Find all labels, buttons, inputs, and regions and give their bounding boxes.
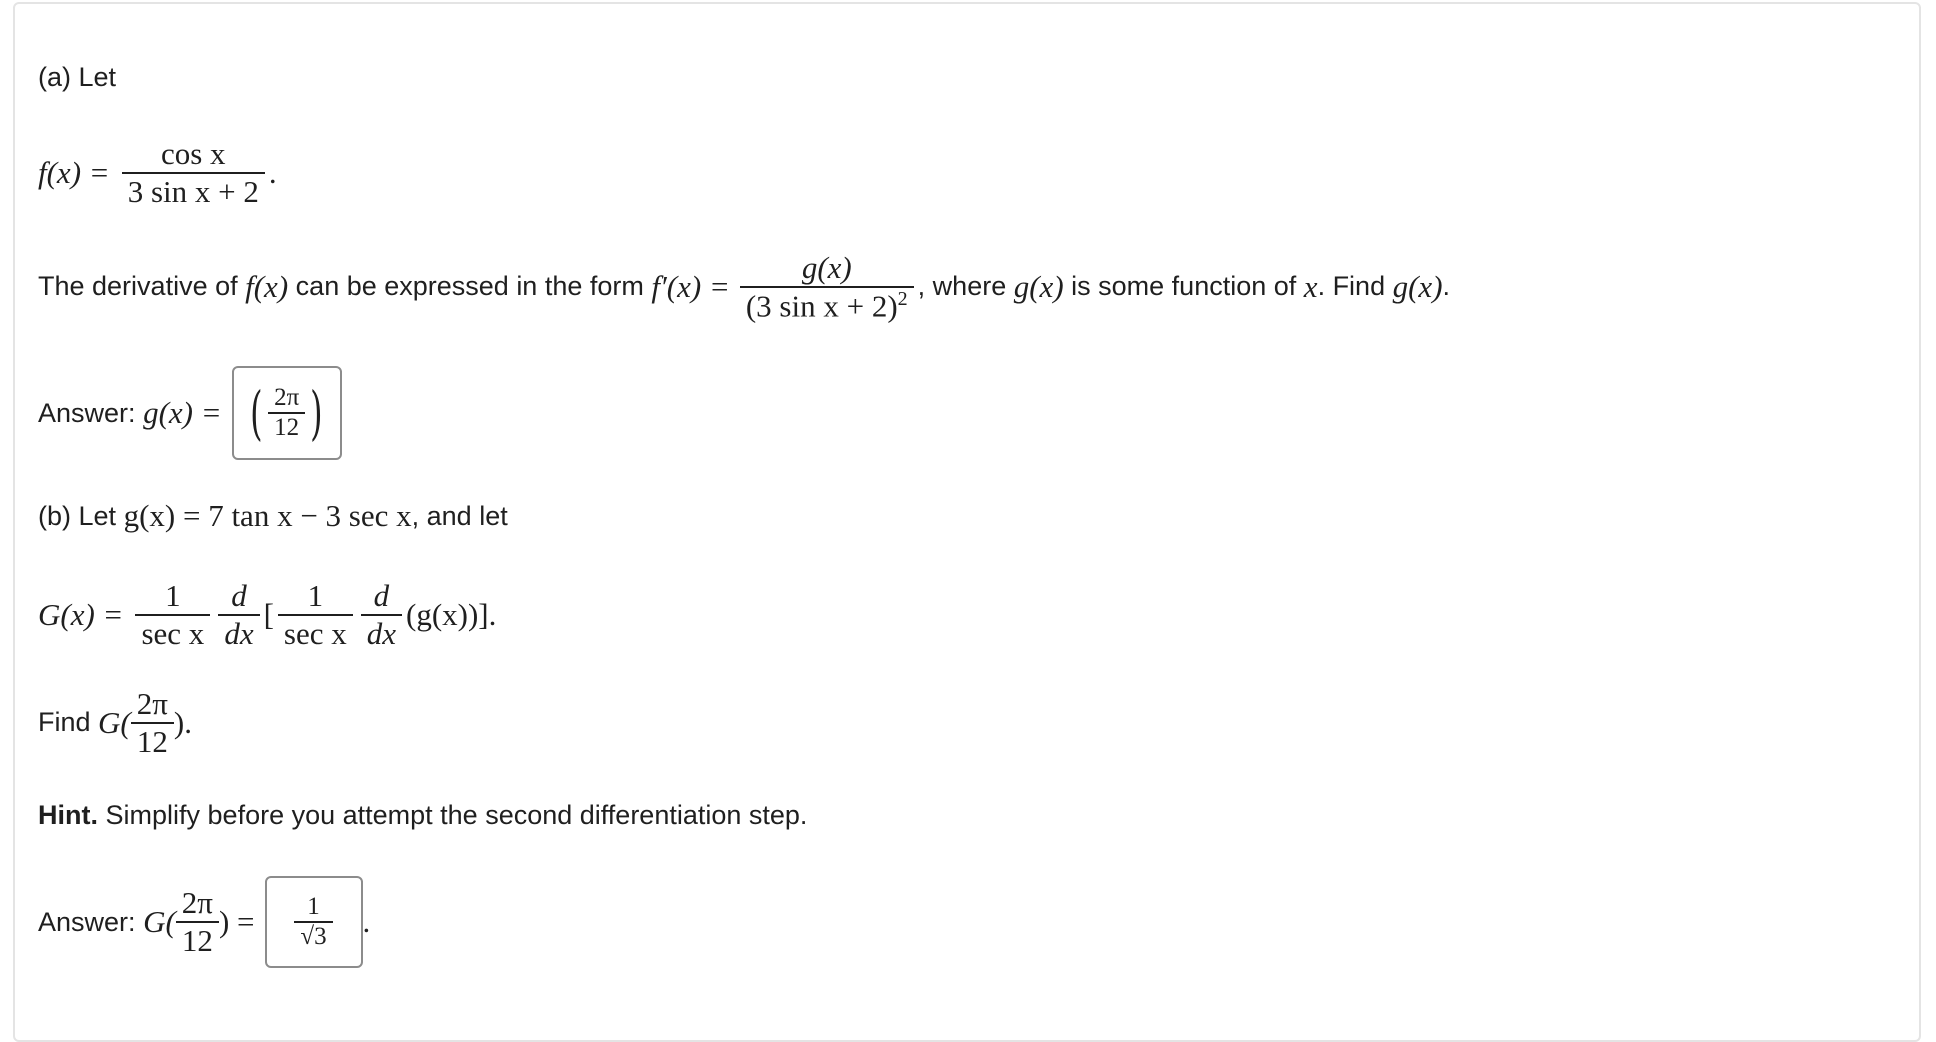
hint-row bbox=[38, 800, 807, 831]
answer-b-G: G( bbox=[143, 904, 176, 939]
sentence-end: . bbox=[1442, 271, 1451, 302]
part-a-intro bbox=[38, 62, 116, 93]
f-lhs: f(x) = bbox=[38, 154, 110, 190]
f-fraction bbox=[122, 136, 265, 209]
gx-inline: g(x) bbox=[1013, 268, 1064, 304]
answer-b-close: ) = bbox=[218, 904, 255, 939]
f-period: . bbox=[268, 154, 277, 190]
answer-b-row bbox=[38, 876, 370, 968]
answer-a-row bbox=[38, 366, 342, 460]
G-tail: (g(x))]. bbox=[406, 596, 497, 632]
answer-a-denominator: 12 bbox=[274, 413, 300, 441]
gx-inline-2: g(x) bbox=[1392, 268, 1443, 304]
answer-b-period: . bbox=[362, 904, 371, 939]
fx-inline: f(x) bbox=[245, 268, 289, 304]
answer-b-arg: $\frac{2\pi}{12}$ bbox=[176, 885, 219, 958]
derivative-sentence bbox=[38, 250, 1450, 324]
part-b-label: (b) Let bbox=[38, 500, 117, 531]
f-definition bbox=[38, 136, 277, 209]
G-bracket: [ bbox=[263, 596, 274, 632]
answer-a-label: Answer: bbox=[38, 397, 136, 428]
part-b-suffix: , and let bbox=[411, 500, 508, 531]
find-G-row bbox=[38, 686, 192, 759]
derivative-middle: can be expressed in the form bbox=[295, 271, 644, 302]
find-close: ). bbox=[173, 704, 192, 740]
hint-text: Simplify before you attempt the second differentiation step. bbox=[105, 800, 808, 830]
answer-b-box[interactable] bbox=[265, 876, 363, 968]
G-frac-2: $\frac{1}{\text{sec x}}$ bbox=[278, 578, 353, 651]
part-a-label: (a) Let bbox=[38, 62, 117, 92]
fprime-numerator: g(x) bbox=[801, 250, 852, 285]
where-text: , where bbox=[917, 271, 1007, 302]
answer-b-numerator: 1 bbox=[307, 892, 320, 920]
G-definition bbox=[38, 578, 496, 651]
answer-a-box[interactable]: ( $\frac{2\pi}{12}$ ) bbox=[232, 366, 342, 460]
answer-b-label: Answer: bbox=[38, 906, 136, 937]
answer-a-fraction bbox=[268, 384, 305, 443]
G-deriv-2: $\frac{d}{dx}$ bbox=[361, 578, 402, 651]
G-deriv-1: $\frac{d}{dx}$ bbox=[218, 578, 259, 651]
answer-b-denominator: √3 bbox=[300, 922, 327, 950]
g-definition: g(x) = 7 tan x − 3 sec x bbox=[123, 498, 412, 533]
f-numerator: cos x bbox=[160, 136, 226, 171]
fprime-denominator: (3 sin x + 2)$^2$ bbox=[745, 287, 908, 323]
G-frac-1: $\frac{1}{\text{sec x}}$ bbox=[135, 578, 210, 651]
f-denominator: 3 sin x + 2 bbox=[127, 173, 259, 209]
answer-a-numerator: 2π bbox=[274, 383, 300, 411]
derivative-prefix: The derivative of bbox=[38, 271, 238, 302]
find-fraction: $\frac{2\pi}{12}$ bbox=[131, 686, 174, 759]
find-text: . Find bbox=[1317, 271, 1386, 302]
G-lhs: G(x) = bbox=[38, 596, 124, 632]
fprime-lhs: f′(x) = bbox=[651, 268, 730, 304]
fprime-fraction bbox=[740, 250, 914, 324]
answer-a-lhs: g(x) = bbox=[143, 395, 222, 430]
answer-b-fraction bbox=[294, 893, 332, 952]
find-label: Find bbox=[38, 707, 91, 738]
part-b-intro bbox=[38, 498, 508, 534]
x-inline: x bbox=[1303, 268, 1318, 304]
is-some-text: is some function of bbox=[1071, 271, 1297, 302]
find-G: G( bbox=[98, 704, 131, 740]
hint-label: Hint. bbox=[38, 800, 98, 830]
